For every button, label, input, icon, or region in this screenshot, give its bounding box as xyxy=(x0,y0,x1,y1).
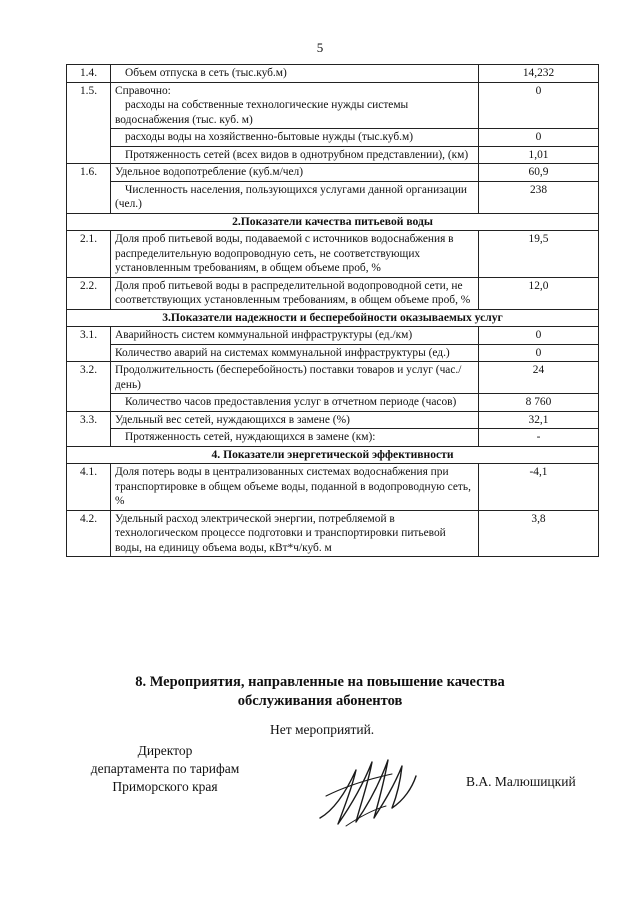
row-number: 4.2. xyxy=(67,510,111,557)
row-value: 14,232 xyxy=(479,65,599,83)
row-number: 3.2. xyxy=(67,362,111,412)
row-label-text: Объем отпуска в сеть (тыс.куб.м) xyxy=(125,67,287,79)
table-row xyxy=(67,277,599,309)
row-number: 1.5. xyxy=(67,82,111,164)
page-number: 5 xyxy=(316,40,324,55)
row-label: Удельный вес сетей, нуждающихся в замене (%) xyxy=(111,411,479,429)
row-label: Продолжительность (бесперебойность) поставки товаров и услуг (час./день) xyxy=(111,362,479,394)
row-label xyxy=(111,82,479,129)
row-value: 12,0 xyxy=(479,277,599,309)
row-label: Аварийность систем коммунальной инфраструктуры (ед./км) xyxy=(111,327,479,345)
section-row xyxy=(67,213,599,231)
table-row xyxy=(67,411,599,429)
table-row xyxy=(67,181,599,213)
row-value: -4,1 xyxy=(479,464,599,511)
table-row xyxy=(67,164,599,182)
row-label xyxy=(111,146,479,164)
row-label: Доля потерь воды в централизованных системах водоснабжения при транспортировке в общем объеме воды, поданной в водопроводную сеть, % xyxy=(111,464,479,511)
table-row xyxy=(67,362,599,394)
row-label: Удельный расход электрической энергии, потребляемой в технологическом процессе подготовки и транспортировки питьевой воды, на единицу объема воды, кВт*ч/куб. м xyxy=(111,510,479,557)
signer-title-line: Директор xyxy=(137,743,193,758)
table-row xyxy=(67,129,599,147)
signer-name: В.А. Малюшицкий xyxy=(466,774,576,789)
row-label xyxy=(111,394,479,412)
row-value: 0 xyxy=(479,82,599,129)
table-row xyxy=(67,394,599,412)
handwritten-signature xyxy=(312,752,422,832)
row-label: Доля проб питьевой воды в распределительной водопроводной сети, не соответствующих установленным требованиям, в общем объеме проб, % xyxy=(111,277,479,309)
table-row xyxy=(67,82,599,129)
row-value: 1,01 xyxy=(479,146,599,164)
table-row xyxy=(67,146,599,164)
row-label xyxy=(111,181,479,213)
row-label: Удельное водопотребление (куб.м/чел) xyxy=(111,164,479,182)
table-row xyxy=(67,231,599,278)
row-value: 32,1 xyxy=(479,411,599,429)
signer-position xyxy=(50,742,280,796)
table-row xyxy=(67,344,599,362)
row-value: 0 xyxy=(479,327,599,345)
row-number: 2.1. xyxy=(67,231,111,278)
row-value: - xyxy=(479,429,599,447)
row-label xyxy=(111,429,479,447)
no-measures-text: Нет мероприятий. xyxy=(270,722,375,737)
table-row xyxy=(67,510,599,557)
row-value: 3,8 xyxy=(479,510,599,557)
section-heading-4: 4. Показатели энергетической эффективности xyxy=(67,446,599,464)
row-number: 4.1. xyxy=(67,464,111,511)
row-value: 24 xyxy=(479,362,599,394)
row-number: 2.2. xyxy=(67,277,111,309)
table-row xyxy=(67,327,599,345)
section-8-heading-line: 8. Мероприятия, направленные на повышение качества xyxy=(135,674,505,690)
row-value: 60,9 xyxy=(479,164,599,182)
row-label-text: расходы воды на хозяйственно-бытовые нужды (тыс.куб.м) xyxy=(125,131,414,143)
row-value: 0 xyxy=(479,129,599,147)
section-heading-3: 3.Показатели надежности и бесперебойности оказываемых услуг xyxy=(67,309,599,327)
row-label xyxy=(111,129,479,147)
row-value: 19,5 xyxy=(479,231,599,278)
row-number: 1.4. xyxy=(67,65,111,83)
section-8-heading-line: обслуживания абонентов xyxy=(237,693,403,709)
row-number: 1.6. xyxy=(67,164,111,214)
section-row xyxy=(67,446,599,464)
row-label-text: расходы на собственные технологические нужды системы водоснабжения (тыс. куб. м) xyxy=(115,99,409,126)
section-heading-2: 2.Показатели качества питьевой воды xyxy=(67,213,599,231)
table-row xyxy=(67,65,599,83)
row-label-text: Протяженность сетей, нуждающихся в замене (км): xyxy=(125,431,376,443)
row-number: 3.3. xyxy=(67,411,111,446)
row-value: 0 xyxy=(479,344,599,362)
table-row xyxy=(67,429,599,447)
row-label-text: Численность населения, пользующихся услугами данной организации (чел.) xyxy=(115,183,468,210)
table-row xyxy=(67,464,599,511)
section-8-heading xyxy=(0,673,640,711)
row-label-text: Количество часов предоставления услуг в отчетном периоде (часов) xyxy=(125,396,457,408)
signer-title-line: департамента по тарифам xyxy=(90,761,240,776)
row-value: 8 760 xyxy=(479,394,599,412)
row-value: 238 xyxy=(479,181,599,213)
row-label: Доля проб питьевой воды, подаваемой с источников водоснабжения в распределительную водопроводную сеть, не соответствующих установленным требованиям, в общем объеме проб, % xyxy=(111,231,479,278)
signer-title-line: Приморского края xyxy=(112,779,218,794)
row-label-text: Протяженность сетей (всех видов в однотрубном представлении), (км) xyxy=(125,148,469,161)
row-label-text: Справочно: xyxy=(115,84,171,97)
row-label: Количество аварий на системах коммунальной инфраструктуры (ед.) xyxy=(111,344,479,362)
row-number: 3.1. xyxy=(67,327,111,362)
indicators-table xyxy=(66,64,599,557)
row-label xyxy=(111,65,479,83)
section-row xyxy=(67,309,599,327)
